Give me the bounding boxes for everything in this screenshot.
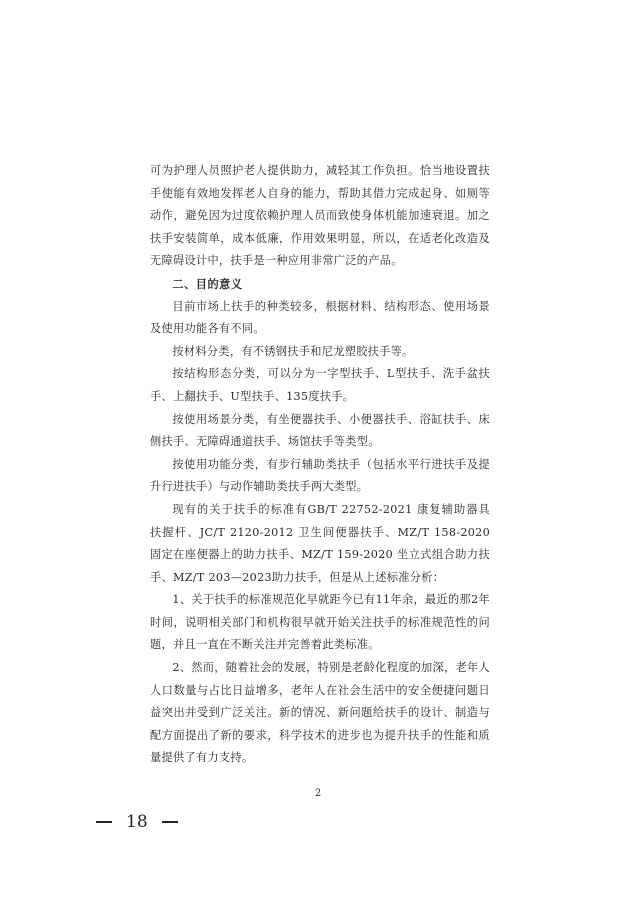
paragraph-by-material: 按材料分类，有不锈钢扶手和尼龙塑胶扶手等。 xyxy=(172,344,414,358)
paragraph-analysis-point-2: 2、然而，随着社会的发展，特别是老龄化程度的加深，老年人人口数量与占比日益增多，老年人在社会生活中的安全便捷问题日益突出并受到广泛关注。新的情况、新问题给扶手的设计、制造与配方面提出了新的要求，科学技术的进步也为提升扶手的性能和质量提供了有力支持。 xyxy=(150,661,490,765)
section-heading-purpose: 二、目的意义 xyxy=(172,276,243,291)
footer-page-number: 18 xyxy=(126,812,148,832)
paragraph-market-overview: 目前市场上扶手的种类较多，根据材料、结构形态、使用场景及使用功能各有不同。 xyxy=(150,299,490,336)
inner-page-number: 2 xyxy=(314,788,322,799)
paragraph-by-structure: 按结构形态分类，可以分为一字型扶手、L型扶手、洗手盆扶手、上翻扶手、U型扶手、135度扶手。 xyxy=(150,367,490,403)
paragraph-analysis-point-1: 1、关于扶手的标准规范化早就距今已有11年余，最近的那2年时间，说明相关部门和机构很早就开始关注扶手的标准规范性的问题，并且一直在不断关注并完善着此类标准。 xyxy=(150,593,490,652)
paragraph-by-function: 按使用功能分类，有步行辅助类扶手（包括水平行进扶手及提升行进扶手）与动作辅助类扶手两大类型。 xyxy=(150,457,490,494)
footer-dash-left xyxy=(96,821,112,823)
paragraph-by-scene: 按使用场景分类，有坐便器扶手、小便器扶手、浴缸扶手、床侧扶手、无障碍通道扶手、场馆扶手等类型。 xyxy=(150,412,490,449)
paragraph-intro-continued: 可为护理人员照护老人提供助力，减轻其工作负担。恰当地设置扶手使能有效地发挥老人自身的能力，帮助其借力完成起身、如厕等动作，避免因为过度依赖护理人员而致使身体机能加速衰退。加之扶手安装简单，成本低廉，作用效果明显，所以，在适老化改造及无障碍设计中，扶手是一种应用非常广泛的产品。 xyxy=(150,164,490,268)
paragraph-existing-standards: 现有的关于扶手的标准有GB/T 22752-2021 康复辅助器具 扶握杆、JC/T 2120-2012 卫生间便器扶手、MZ/T 158-2020 固定在座便器上的助力扶手、MZ/T 159-2020 坐立式组合助力扶手、MZ/T 203—2023助力扶手，但是从上述标准分析： xyxy=(150,502,490,584)
document-body xyxy=(150,160,490,770)
footer-dash-right xyxy=(162,821,178,823)
page-footer xyxy=(96,810,296,834)
